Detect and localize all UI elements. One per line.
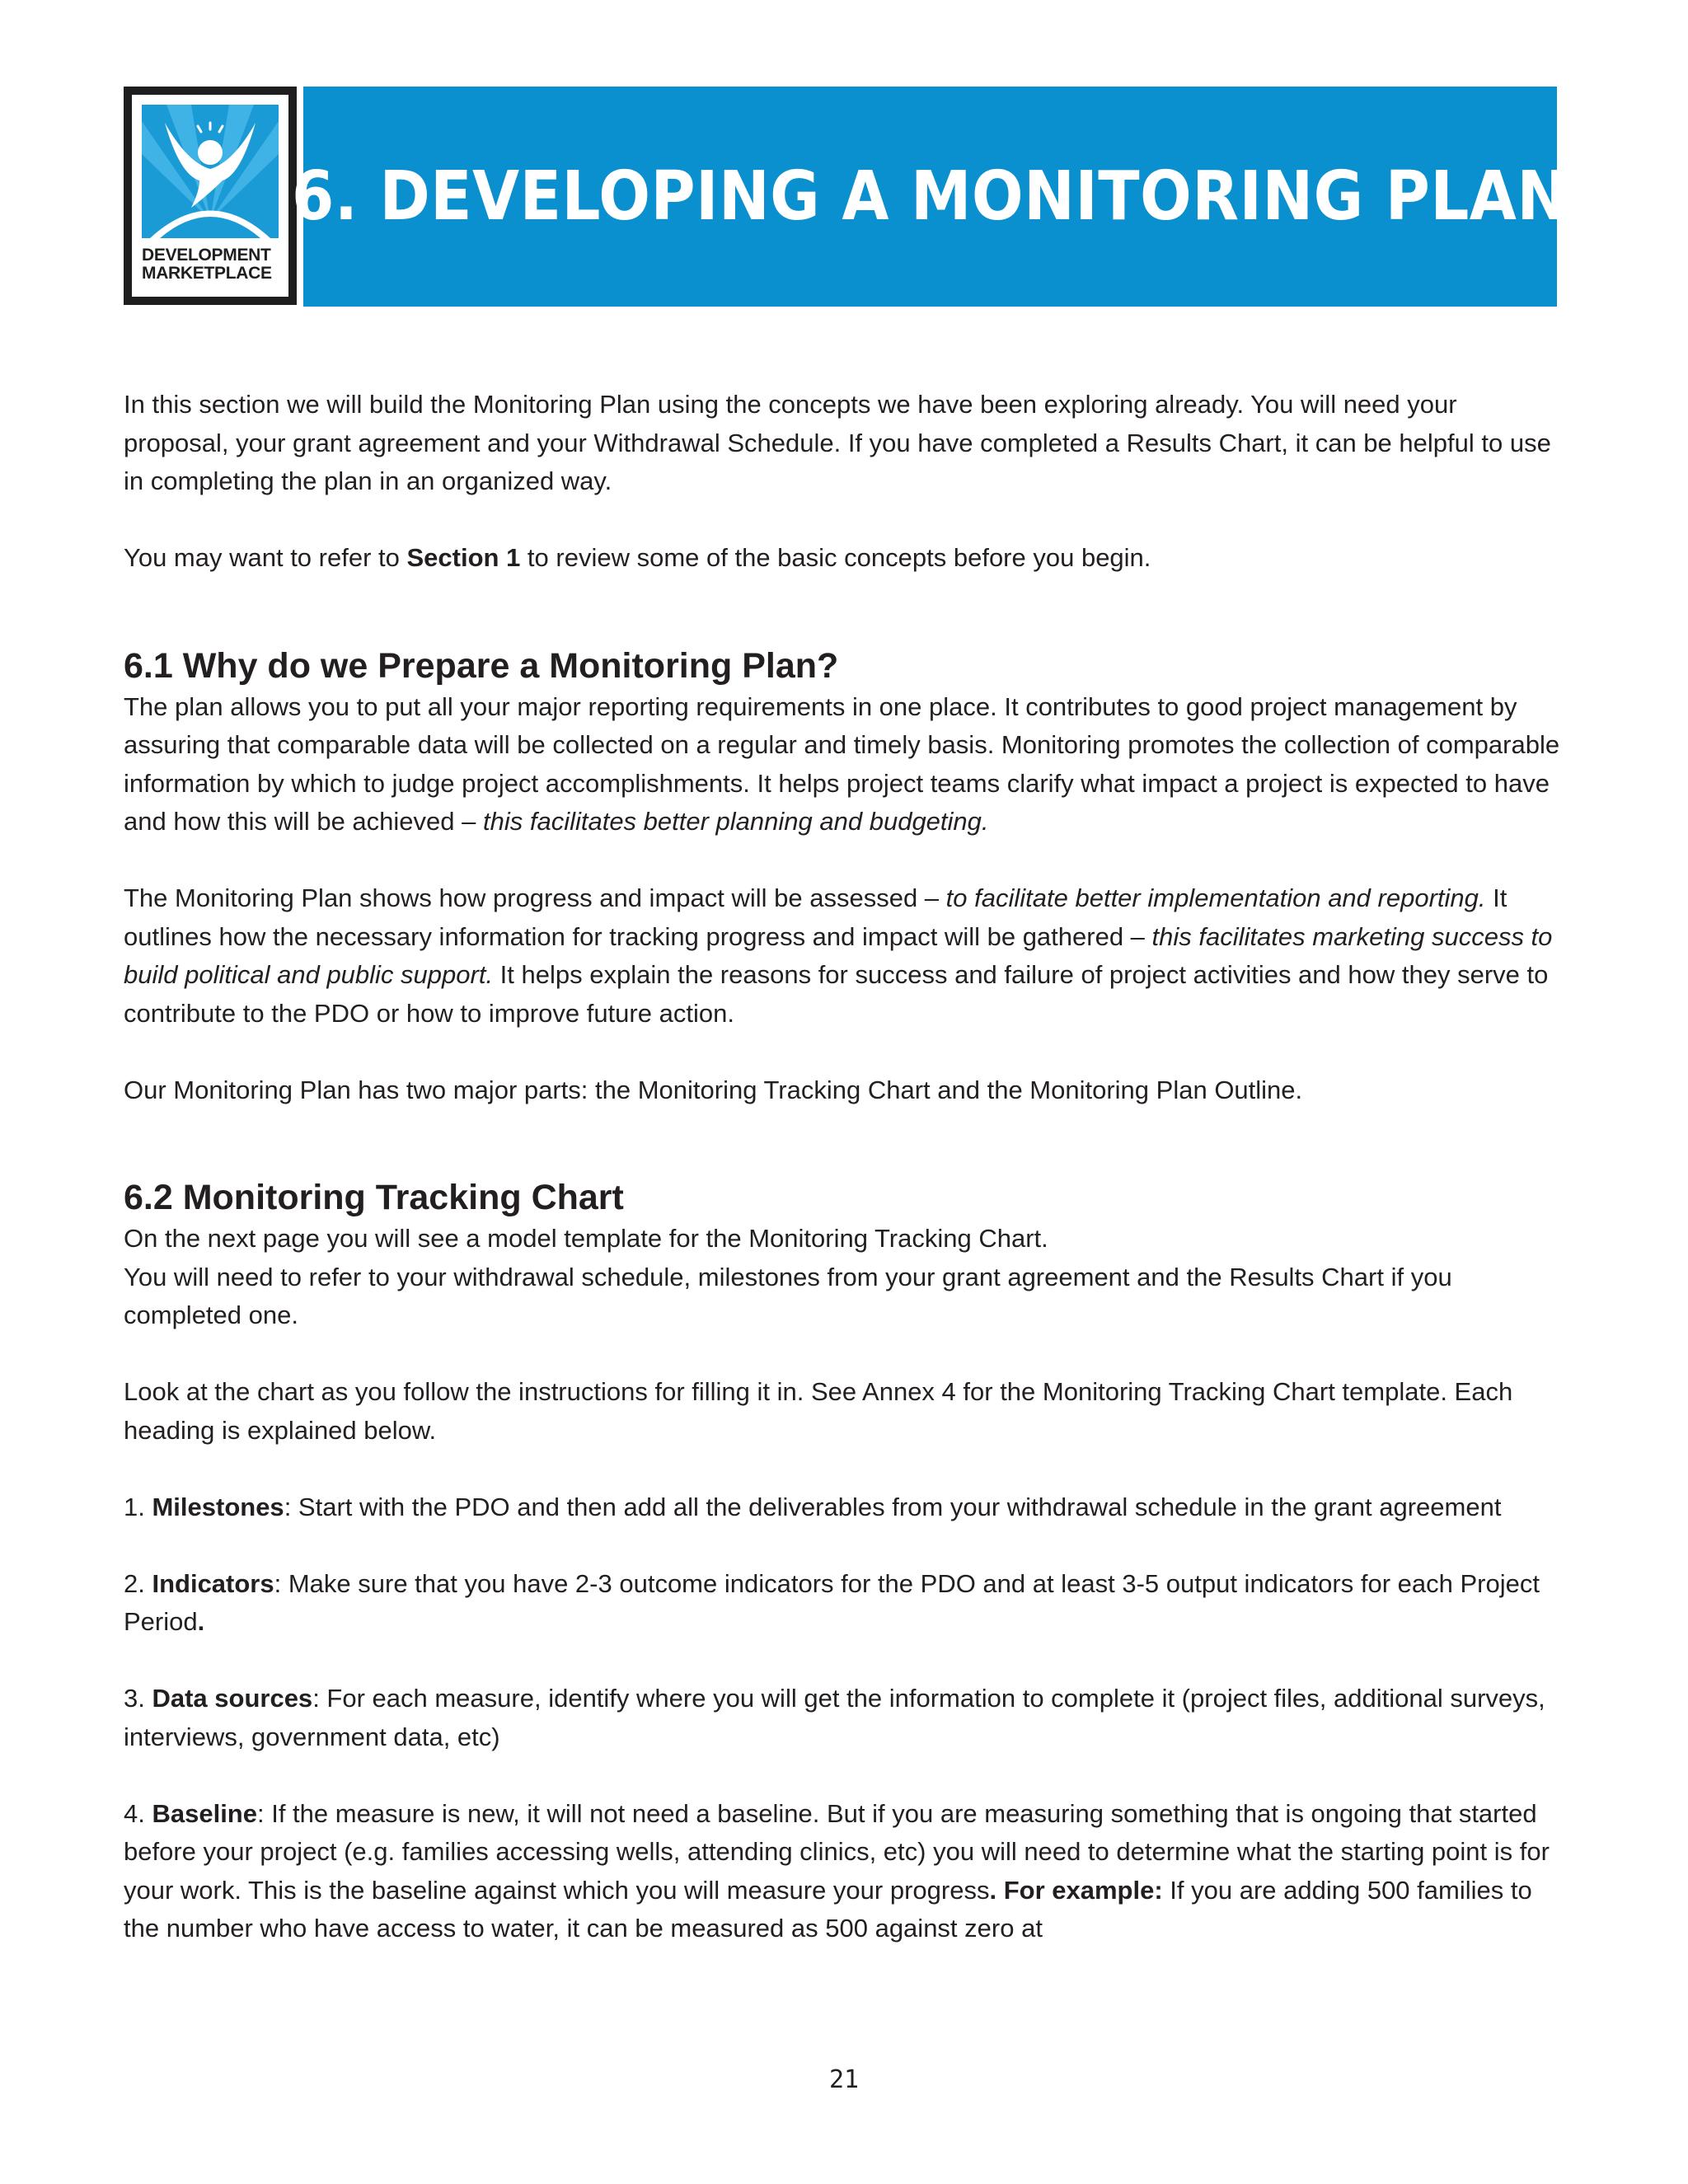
s61-p1-italic: this facilitates better planning and budgeting. [482,807,989,836]
item-example-text: If you are adding 500 families to the number who have access to water, it can be measured as 500 against zero at [124,1875,1532,1943]
item-text: : Start with the PDO and then add all the deliverables from your withdrawal schedule in the grant agreement [284,1492,1502,1521]
list-item [124,1680,1562,1756]
section-6-1-heading: 6.1 Why do we Prepare a Monitoring Plan? [124,645,839,686]
list-item [124,1488,1562,1527]
s61-p2-text-a: The Monitoring Plan shows how progress and impact will be assessed – [124,883,946,912]
section-6-1-paragraph-1 [124,688,1562,841]
logo-line-1: DEVELOPMENT [142,246,271,265]
s61-p2-text-b: It outlines how the necessary information for tracking progress and impact will be gathered – [124,883,1507,951]
s61-p2-italic-1: to facilitate better implementation and reporting. [945,883,1486,912]
item-term: Data sources [152,1684,313,1713]
page-number: 21 [828,2065,860,2094]
development-marketplace-logo [124,87,297,305]
intro-paragraph-2 [124,539,1562,578]
chapter-banner [292,87,1568,307]
intro-p2-tail: to review some of the basic concepts before you begin. [520,543,1151,572]
section-6-2-line-2: You will need to refer to your withdrawal schedule, milestones from your grant agreement and the Results Chart if you completed one. [124,1262,1452,1329]
item-number: 3. [124,1684,152,1713]
chapter-title: 6. DEVELOPING A MONITORING PLAN [292,157,1568,236]
item-number: 4. [124,1798,152,1828]
page-body [124,386,1562,1948]
item-number: 2. [124,1568,152,1598]
item-number: 1. [124,1492,152,1521]
item-term: Indicators [152,1568,274,1598]
item-term: Baseline [152,1798,257,1828]
section-6-2-paragraph-2: Look at the chart as you follow the instructions for filling it in. See Annex 4 for the Monitoring Tracking Chart template. Each heading is explained below. [124,1377,1513,1445]
section-6-1-paragraph-3: Our Monitoring Plan has two major parts: the Monitoring Tracking Chart and the Monitoring Plan Outline. [124,1075,1303,1104]
item-text: : If the measure is new, it will not need a baseline. But if you are measuring something that is ongoing that started before your project (e.g. families accessing wells, attending clinics, etc) you will need to determine what the starting point is for your work. This is the baseline against which you will measure your progress [124,1798,1550,1905]
intro-paragraph-1: In this section we will build the Monitoring Plan using the concepts we have been exploring already. You will need your proposal, your grant agreement and your Withdrawal Schedule. If you have completed a Results Chart, it can be helpful to use in completing the plan in an organized way. [124,390,1551,495]
logo-wordmark [142,246,279,283]
item-tail: . [197,1607,205,1636]
item-text: : Make sure that you have 2-3 outcome indicators for the PDO and at least 3-5 output indicators for each Project Period [124,1568,1540,1636]
person-arms-raised-icon [142,105,279,238]
section-6-2-heading: 6.2 Monitoring Tracking Chart [124,1178,624,1217]
logo-panel [132,95,288,297]
section-6-2-line-1: On the next page you will see a model template for the Monitoring Tracking Chart. [124,1224,1048,1253]
list-item [124,1795,1562,1948]
section-6-1-paragraph-2 [124,879,1562,1033]
intro-p2-text: You may want to refer to [124,543,407,572]
item-example-label: . For example: [989,1875,1163,1905]
s61-p1-text: The plan allows you to put all your major reporting requirements in one place. It contributes to good project management by assuring that comparable data will be collected on a regular and timely basis. Monitoring promotes the collection of comparable information by which to judge project accomplishments. It helps project teams clarify what impact a project is expected to have and how this will be achieved – [124,691,1560,836]
s61-p2-italic-2: this facilitates marketing success to build political and public support. [124,921,1553,989]
logo-line-2: MARKETPLACE [142,264,272,283]
section-1-reference: Section 1 [406,543,521,572]
item-term: Milestones [152,1492,284,1521]
item-text: : For each measure, identify where you will get the information to complete it (project files, additional surveys, interviews, government data, etc) [124,1684,1545,1751]
s61-p2-text-c: It helps explain the reasons for success and failure of project activities and how they serve to contribute to the PDO or how to improve future action. [124,960,1549,1028]
list-item [124,1565,1562,1642]
